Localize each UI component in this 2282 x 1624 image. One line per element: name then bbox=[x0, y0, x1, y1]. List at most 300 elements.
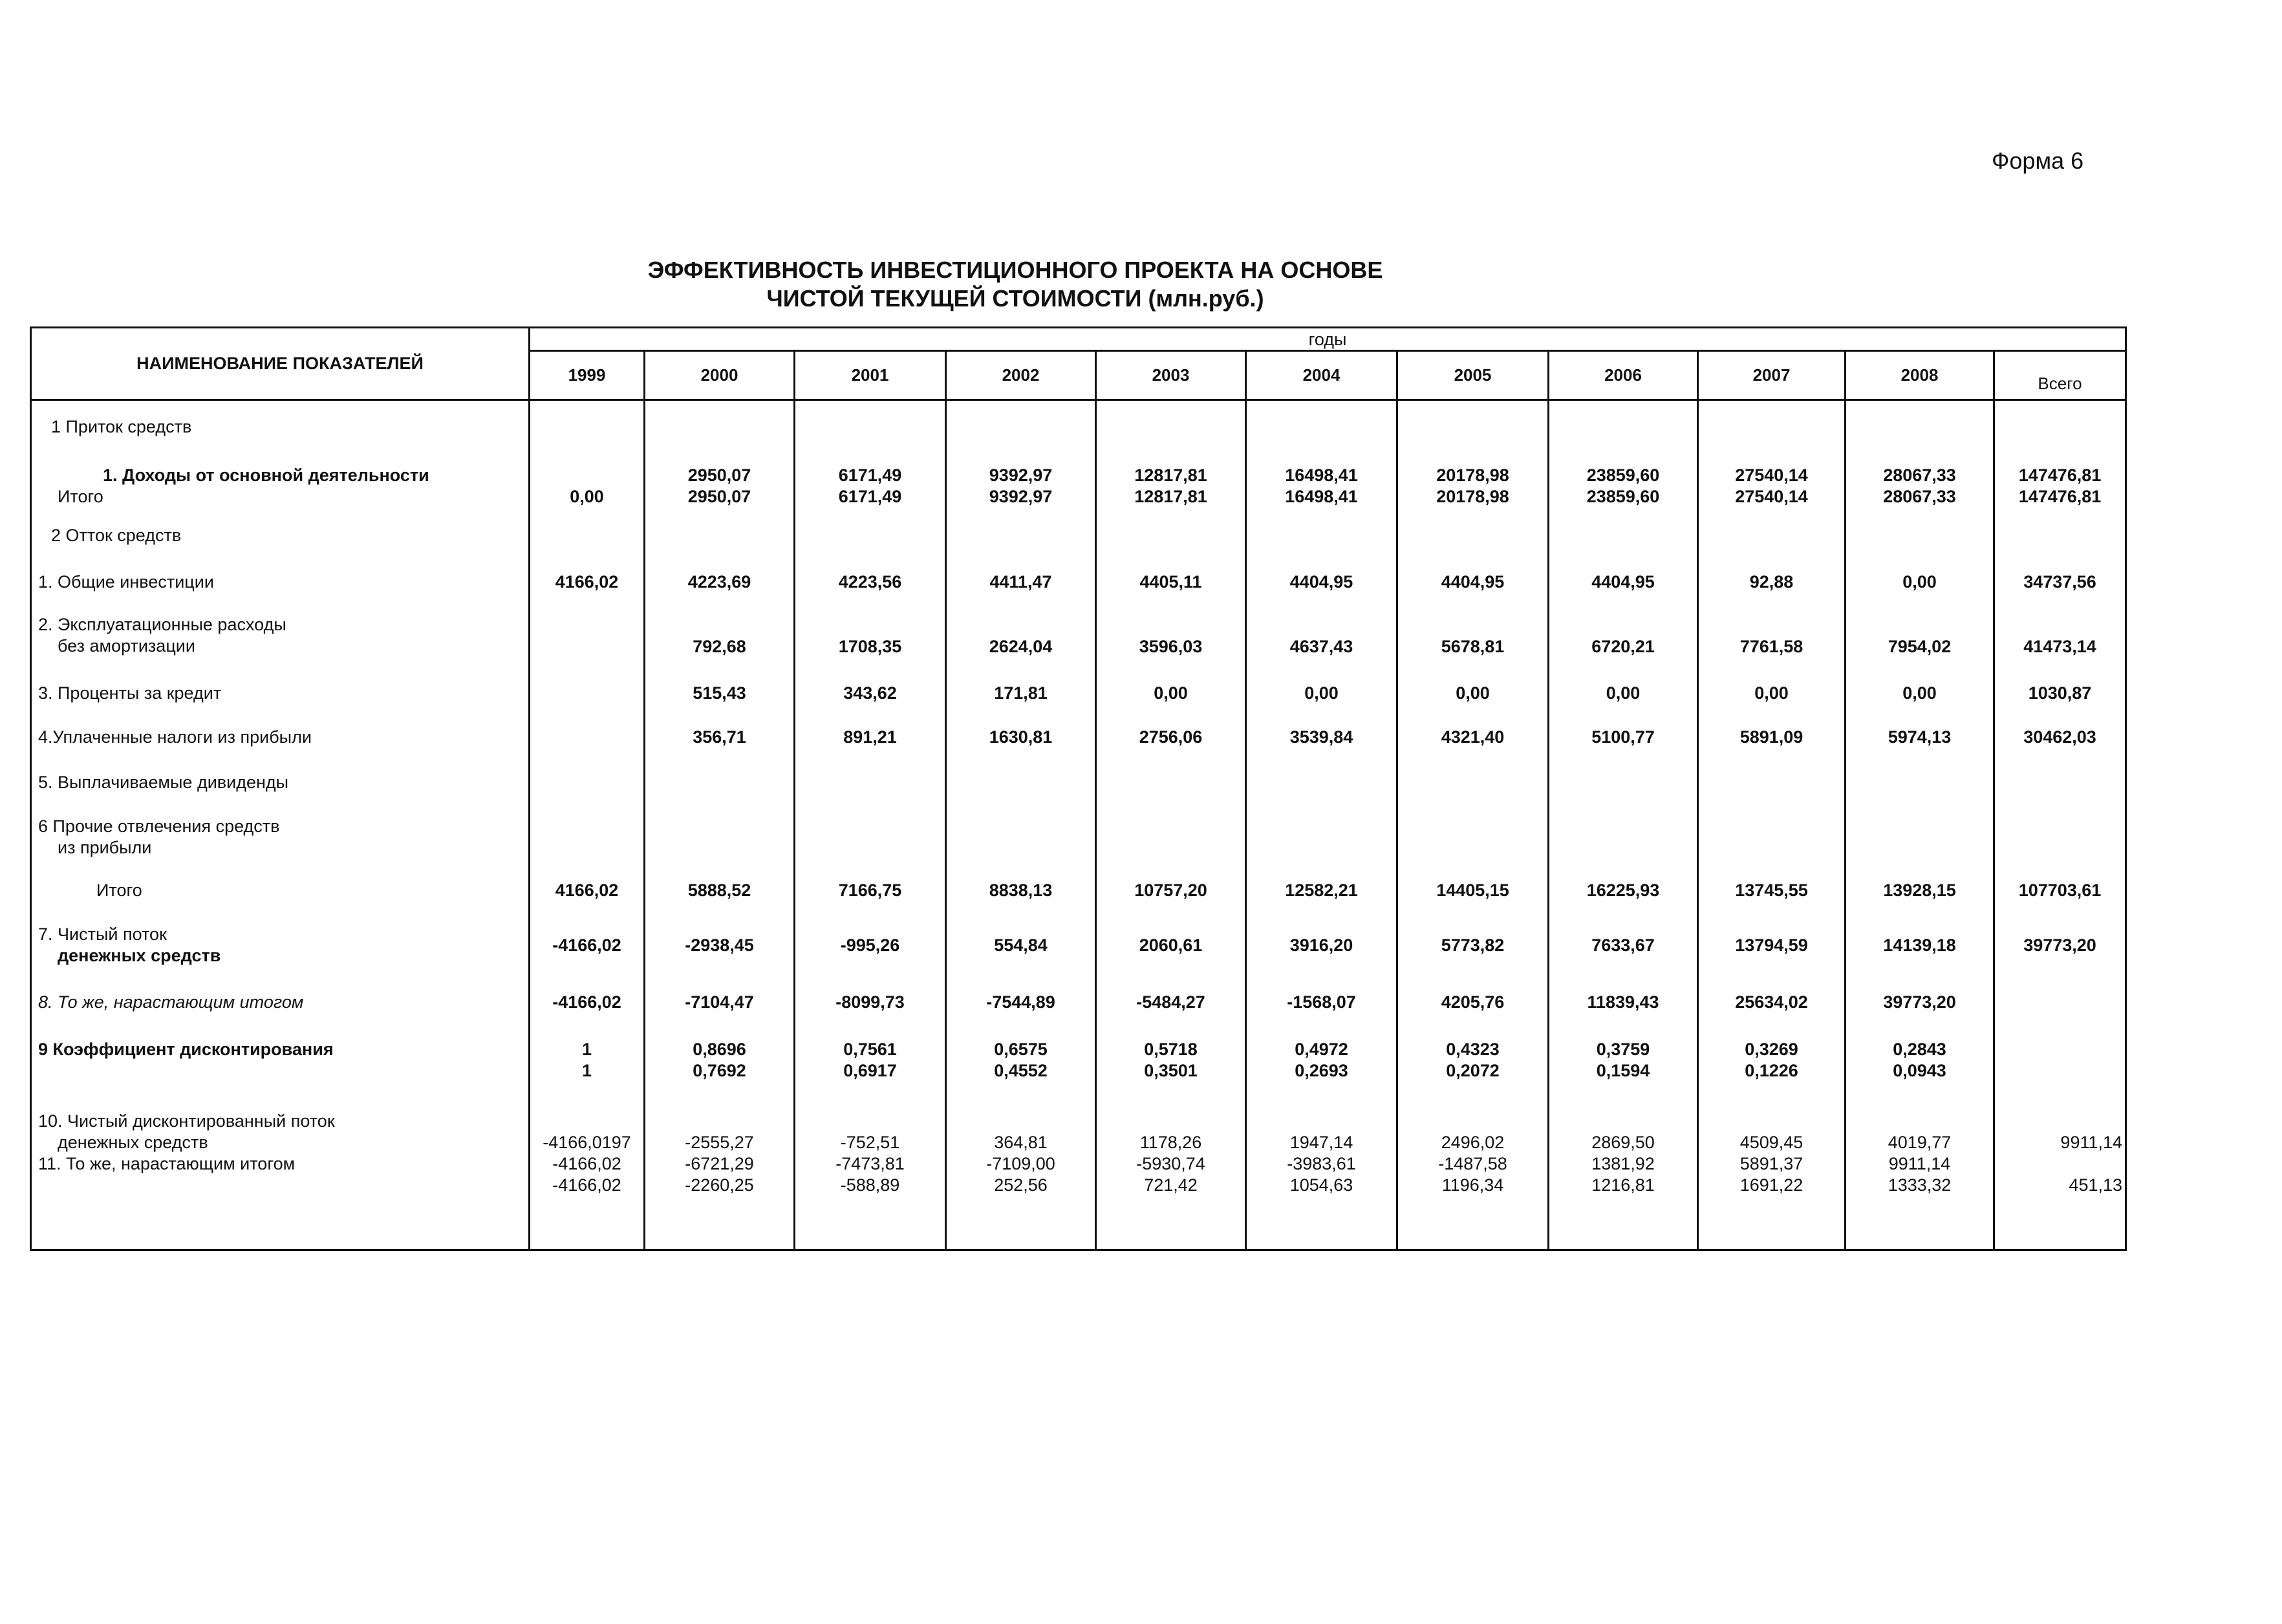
cell-2008: 0,00 bbox=[1846, 672, 1994, 716]
cell-2005: 5678,81 bbox=[1397, 604, 1549, 672]
cell-2008 bbox=[1846, 513, 1994, 560]
cell-value: 0,00 bbox=[570, 486, 604, 506]
cell-2000: 515,43 bbox=[645, 672, 795, 716]
cell-2000 bbox=[645, 1031, 795, 1098]
cell-2001 bbox=[795, 762, 946, 806]
cell-value: 6171,49 bbox=[838, 486, 902, 506]
cell-Всего bbox=[1994, 513, 2126, 560]
npv-table bbox=[30, 326, 2127, 1251]
row-label bbox=[31, 447, 530, 513]
cell-value: 0,7561 bbox=[843, 1039, 897, 1059]
cell-value: 147476,81 bbox=[2018, 465, 2102, 485]
table-row bbox=[31, 914, 2126, 981]
cell-Всего: 41473,14 bbox=[1994, 604, 2126, 672]
row-label-line: 1. Доходы от основной деятельности bbox=[103, 465, 429, 485]
cell-2008 bbox=[1846, 806, 1994, 870]
cell-value: 0,6917 bbox=[843, 1060, 897, 1080]
cell-value: 0,1594 bbox=[1596, 1060, 1650, 1080]
cell-2007: 5891,09 bbox=[1698, 716, 1846, 762]
cell-2007: 92,88 bbox=[1698, 560, 1846, 604]
cell-2006: 11839,43 bbox=[1549, 981, 1698, 1031]
cell-2003 bbox=[1096, 447, 1246, 513]
cell-value bbox=[2001, 1060, 2118, 1082]
cell-2007: 13745,55 bbox=[1698, 870, 1846, 914]
cell-value bbox=[1405, 1111, 1541, 1132]
cell-value: -7473,81 bbox=[835, 1154, 905, 1174]
cell-2005: 4321,40 bbox=[1397, 716, 1549, 762]
cell-2008: 13928,15 bbox=[1846, 870, 1994, 914]
cell-value: 0,5718 bbox=[1144, 1039, 1198, 1059]
cell-2000: 792,68 bbox=[645, 604, 795, 672]
cell-value: 0,3759 bbox=[1596, 1039, 1650, 1059]
cell-value: 364,81 bbox=[994, 1133, 1048, 1153]
cell-2001: -995,26 bbox=[795, 914, 946, 981]
row-label bbox=[31, 806, 530, 870]
cell-2000 bbox=[645, 447, 795, 513]
cell-1999 bbox=[530, 1031, 645, 1098]
cell-value bbox=[953, 1111, 1088, 1132]
cell-value bbox=[652, 1111, 787, 1132]
cell-2006 bbox=[1549, 762, 1698, 806]
cell-2008 bbox=[1846, 447, 1994, 513]
cell-value: -6721,29 bbox=[685, 1154, 754, 1174]
cell-value: 0,4972 bbox=[1295, 1039, 1348, 1059]
cell-2008: 0,00 bbox=[1846, 560, 1994, 604]
header-year-2008: 2008 bbox=[1846, 351, 1994, 400]
title-line-2: ЧИСТОЙ ТЕКУЩЕЙ СТОИМОСТИ (млн.руб.) bbox=[766, 285, 1264, 312]
cell-value: 9911,14 bbox=[1888, 1154, 1951, 1174]
cell-2005 bbox=[1397, 806, 1549, 870]
cell-value: -4166,02 bbox=[552, 1154, 621, 1174]
cell-Всего bbox=[1994, 981, 2126, 1031]
cell-2004: 4404,95 bbox=[1246, 560, 1397, 604]
cell-2002 bbox=[946, 762, 1096, 806]
cell-2008 bbox=[1846, 1031, 1994, 1098]
cell-2007 bbox=[1698, 447, 1846, 513]
cell-2002 bbox=[946, 1098, 1096, 1250]
table-row bbox=[31, 1031, 2126, 1098]
cell-2004: 0,00 bbox=[1246, 672, 1397, 716]
cell-2004 bbox=[1246, 1031, 1397, 1098]
cell-2002 bbox=[946, 447, 1096, 513]
cell-2007: 0,00 bbox=[1698, 672, 1846, 716]
cell-value: 1196,34 bbox=[1441, 1175, 1504, 1195]
cell-value: -4166,02 bbox=[552, 1175, 621, 1195]
row-label-line: 4.Уплаченные налоги из прибыли bbox=[38, 727, 312, 747]
cell-value: -2260,25 bbox=[685, 1175, 754, 1195]
cell-2001: 1708,35 bbox=[795, 604, 946, 672]
row-label-line: 7. Чистый поток bbox=[38, 924, 167, 945]
header-total: Всего bbox=[1994, 351, 2126, 400]
cell-2007 bbox=[1698, 806, 1846, 870]
cell-2005 bbox=[1397, 1031, 1549, 1098]
row-label bbox=[31, 400, 530, 447]
cell-2007: 7761,58 bbox=[1698, 604, 1846, 672]
cell-2006: 7633,67 bbox=[1549, 914, 1698, 981]
cell-value bbox=[1705, 1111, 1838, 1132]
cell-2002: 8838,13 bbox=[946, 870, 1096, 914]
row-label-line: 5. Выплачиваемые дивиденды bbox=[38, 772, 289, 792]
cell-Всего: 30462,03 bbox=[1994, 716, 2126, 762]
row-label-line: 6 Прочие отвлечения средств bbox=[38, 817, 280, 836]
cell-2002: 171,81 bbox=[946, 672, 1096, 716]
header-year-2007: 2007 bbox=[1698, 351, 1846, 400]
cell-2006: 4404,95 bbox=[1549, 560, 1698, 604]
cell-value: 23859,60 bbox=[1586, 486, 1660, 506]
cell-2000 bbox=[645, 806, 795, 870]
cell-2003: 2060,61 bbox=[1096, 914, 1246, 981]
header-indicator-name: НАИМЕНОВАНИЕ ПОКАЗАТЕЛЕЙ bbox=[31, 328, 530, 400]
row-label bbox=[31, 870, 530, 914]
cell-value: 0,1226 bbox=[1745, 1060, 1798, 1080]
header-year-2006: 2006 bbox=[1549, 351, 1698, 400]
row-label-line: 10. Чистый дисконтированный поток bbox=[38, 1111, 335, 1131]
cell-2008: 39773,20 bbox=[1846, 981, 1994, 1031]
cell-1999 bbox=[530, 762, 645, 806]
cell-value: 0,0943 bbox=[1893, 1060, 1946, 1080]
cell-1999 bbox=[530, 672, 645, 716]
cell-2000: -2938,45 bbox=[645, 914, 795, 981]
cell-value: 2950,07 bbox=[687, 486, 751, 506]
cell-1999 bbox=[530, 513, 645, 560]
cell-value: 0,6575 bbox=[994, 1039, 1048, 1059]
header-year-1999: 1999 bbox=[530, 351, 645, 400]
cell-value: 20178,98 bbox=[1436, 465, 1509, 485]
cell-value: 0,2693 bbox=[1295, 1060, 1348, 1080]
cell-2001: -8099,73 bbox=[795, 981, 946, 1031]
cell-value: 20178,98 bbox=[1436, 486, 1509, 506]
row-label bbox=[31, 1031, 530, 1098]
cell-Всего bbox=[1994, 762, 2126, 806]
cell-value: 1054,63 bbox=[1289, 1175, 1353, 1195]
cell-1999 bbox=[530, 400, 645, 447]
form-number: Форма 6 bbox=[1992, 147, 2084, 174]
cell-2003 bbox=[1096, 762, 1246, 806]
row-label bbox=[31, 672, 530, 716]
cell-2008: 14139,18 bbox=[1846, 914, 1994, 981]
cell-2003 bbox=[1096, 806, 1246, 870]
cell-value bbox=[802, 1111, 938, 1132]
cell-2005 bbox=[1397, 513, 1549, 560]
cell-2008: 7954,02 bbox=[1846, 604, 1994, 672]
cell-Всего: 39773,20 bbox=[1994, 914, 2126, 981]
cell-2004 bbox=[1246, 806, 1397, 870]
cell-2004: 4637,43 bbox=[1246, 604, 1397, 672]
cell-2003: -5484,27 bbox=[1096, 981, 1246, 1031]
cell-2006: 6720,21 bbox=[1549, 604, 1698, 672]
cell-2004 bbox=[1246, 762, 1397, 806]
cell-2001: 7166,75 bbox=[795, 870, 946, 914]
cell-2007 bbox=[1698, 1098, 1846, 1250]
row-label-line: без амортизации bbox=[58, 636, 195, 656]
cell-2008: 5974,13 bbox=[1846, 716, 1994, 762]
row-label-line: 8. То же, нарастающим итогом bbox=[38, 992, 304, 1012]
cell-2003 bbox=[1096, 513, 1246, 560]
cell-2004: 3916,20 bbox=[1246, 914, 1397, 981]
cell-2001 bbox=[795, 400, 946, 447]
cell-value bbox=[1253, 1111, 1390, 1132]
cell-value: 2496,02 bbox=[1441, 1133, 1505, 1153]
cell-value: 252,56 bbox=[994, 1175, 1048, 1195]
cell-2006: 5100,77 bbox=[1549, 716, 1698, 762]
cell-value: 1178,26 bbox=[1139, 1133, 1202, 1153]
cell-2006 bbox=[1549, 1098, 1698, 1250]
header-year-2002: 2002 bbox=[946, 351, 1096, 400]
cell-Всего: 107703,61 bbox=[1994, 870, 2126, 914]
cell-2005 bbox=[1397, 447, 1549, 513]
cell-2004: 12582,21 bbox=[1246, 870, 1397, 914]
row-label-line: Итого bbox=[58, 486, 103, 506]
cell-value: -7109,00 bbox=[986, 1154, 1055, 1174]
cell-1999 bbox=[530, 604, 645, 672]
cell-value: 9392,97 bbox=[989, 486, 1053, 506]
table-row bbox=[31, 762, 2126, 806]
cell-value bbox=[2001, 1153, 2122, 1175]
cell-value: 5891,37 bbox=[1739, 1154, 1803, 1174]
cell-value bbox=[1556, 1111, 1690, 1132]
cell-value: -4166,0197 bbox=[543, 1133, 631, 1153]
cell-2007: 25634,02 bbox=[1698, 981, 1846, 1031]
header-year-2003: 2003 bbox=[1096, 351, 1246, 400]
cell-value: 0,3269 bbox=[1745, 1039, 1798, 1059]
cell-2000 bbox=[645, 762, 795, 806]
cell-1999: -4166,02 bbox=[530, 914, 645, 981]
cell-2007 bbox=[1698, 400, 1846, 447]
cell-value: 27540,14 bbox=[1735, 465, 1808, 485]
row-label-line: из прибыли bbox=[58, 838, 152, 857]
cell-Всего bbox=[1994, 400, 2126, 447]
cell-2005 bbox=[1397, 400, 1549, 447]
row-label-line: 3. Проценты за кредит bbox=[38, 683, 222, 703]
cell-2003: 0,00 bbox=[1096, 672, 1246, 716]
cell-2003: 10757,20 bbox=[1096, 870, 1246, 914]
table-row bbox=[31, 870, 2126, 914]
table-row bbox=[31, 806, 2126, 870]
cell-2001 bbox=[795, 1098, 946, 1250]
table-row bbox=[31, 560, 2126, 604]
cell-2002 bbox=[946, 806, 1096, 870]
cell-2004 bbox=[1246, 400, 1397, 447]
cell-value: 0,7692 bbox=[693, 1060, 746, 1080]
table-row bbox=[31, 672, 2126, 716]
cell-value: -5930,74 bbox=[1136, 1154, 1205, 1174]
cell-2002: 1630,81 bbox=[946, 716, 1096, 762]
row-label bbox=[31, 604, 530, 672]
row-label bbox=[31, 513, 530, 560]
cell-value: 23859,60 bbox=[1586, 465, 1660, 485]
header-year-2001: 2001 bbox=[795, 351, 946, 400]
cell-value: 0,3501 bbox=[1144, 1060, 1198, 1080]
cell-value: -2555,27 bbox=[685, 1133, 754, 1153]
cell-value: 451,13 bbox=[2069, 1175, 2123, 1195]
cell-value: 147476,81 bbox=[2018, 486, 2102, 506]
cell-2002 bbox=[946, 400, 1096, 447]
cell-value: 28067,33 bbox=[1883, 486, 1956, 506]
cell-2007 bbox=[1698, 513, 1846, 560]
cell-2008 bbox=[1846, 1098, 1994, 1250]
row-label-line: 2. Эксплуатационные расходы bbox=[38, 615, 286, 635]
cell-2008 bbox=[1846, 762, 1994, 806]
row-label-line: денежных средств bbox=[58, 1133, 208, 1153]
cell-2005: 0,00 bbox=[1397, 672, 1549, 716]
cell-2001 bbox=[795, 447, 946, 513]
table-row bbox=[31, 1098, 2126, 1250]
cell-2000 bbox=[645, 1098, 795, 1250]
cell-2006 bbox=[1549, 400, 1698, 447]
row-label-line: 9 Коэффициент дисконтирования bbox=[38, 1039, 334, 1059]
cell-2004 bbox=[1246, 1098, 1397, 1250]
table-row bbox=[31, 716, 2126, 762]
cell-2000: 356,71 bbox=[645, 716, 795, 762]
cell-2001 bbox=[795, 806, 946, 870]
cell-Всего bbox=[1994, 1031, 2126, 1098]
cell-value bbox=[2001, 1039, 2118, 1060]
cell-value: 4509,45 bbox=[1739, 1133, 1803, 1153]
cell-2000: -7104,47 bbox=[645, 981, 795, 1031]
cell-1999 bbox=[530, 1098, 645, 1250]
cell-2002: 554,84 bbox=[946, 914, 1096, 981]
cell-2006 bbox=[1549, 513, 1698, 560]
cell-2006 bbox=[1549, 806, 1698, 870]
document-title bbox=[453, 256, 1578, 313]
title-line-1: ЭФФЕКТИВНОСТЬ ИНВЕСТИЦИОННОГО ПРОЕКТА НА ОСНОВЕ bbox=[647, 257, 1383, 283]
cell-2000 bbox=[645, 513, 795, 560]
cell-2007 bbox=[1698, 1031, 1846, 1098]
cell-2005: 14405,15 bbox=[1397, 870, 1549, 914]
cell-Всего: 34737,56 bbox=[1994, 560, 2126, 604]
row-label bbox=[31, 762, 530, 806]
header-years-group: годы bbox=[530, 328, 2126, 351]
row-label bbox=[31, 1098, 530, 1250]
row-label-line: Итого bbox=[96, 881, 142, 901]
row-label-line: 1 Приток средств bbox=[51, 417, 192, 436]
cell-value: 16498,41 bbox=[1285, 465, 1358, 485]
cell-value: 1216,81 bbox=[1591, 1175, 1655, 1195]
cell-2002: 4411,47 bbox=[946, 560, 1096, 604]
cell-value: -752,51 bbox=[840, 1133, 900, 1153]
cell-2003 bbox=[1096, 1031, 1246, 1098]
cell-value: 9392,97 bbox=[989, 465, 1053, 485]
cell-1999: 4166,02 bbox=[530, 870, 645, 914]
cell-2003 bbox=[1096, 1098, 1246, 1250]
cell-2004: 3539,84 bbox=[1246, 716, 1397, 762]
row-label bbox=[31, 716, 530, 762]
cell-value bbox=[2001, 1111, 2122, 1132]
cell-value bbox=[537, 465, 637, 486]
cell-value: 721,42 bbox=[1144, 1175, 1198, 1195]
cell-value: 1 bbox=[581, 1060, 592, 1080]
cell-2003: 2756,06 bbox=[1096, 716, 1246, 762]
cell-1999: 4166,02 bbox=[530, 560, 645, 604]
cell-2002: -7544,89 bbox=[946, 981, 1096, 1031]
cell-2006: 0,00 bbox=[1549, 672, 1698, 716]
cell-2005: 5773,82 bbox=[1397, 914, 1549, 981]
cell-value: 1947,14 bbox=[1289, 1133, 1353, 1153]
cell-2000: 5888,52 bbox=[645, 870, 795, 914]
row-label-line: 11. То же, нарастающим итогом bbox=[38, 1154, 296, 1174]
header-year-2005: 2005 bbox=[1397, 351, 1549, 400]
cell-2001 bbox=[795, 1031, 946, 1098]
cell-2004 bbox=[1246, 447, 1397, 513]
header-year-2000: 2000 bbox=[645, 351, 795, 400]
cell-2005: 4404,95 bbox=[1397, 560, 1549, 604]
cell-2001: 891,21 bbox=[795, 716, 946, 762]
cell-1999 bbox=[530, 447, 645, 513]
cell-2007 bbox=[1698, 762, 1846, 806]
cell-2006 bbox=[1549, 1031, 1698, 1098]
cell-value: 0,8696 bbox=[693, 1039, 746, 1059]
row-label-line: 1. Общие инвестиции bbox=[38, 572, 214, 592]
cell-value: 12817,81 bbox=[1134, 465, 1207, 485]
cell-2002: 2624,04 bbox=[946, 604, 1096, 672]
cell-value: 0,2072 bbox=[1446, 1060, 1500, 1080]
cell-value bbox=[1853, 1111, 1986, 1132]
cell-value: 27540,14 bbox=[1735, 486, 1808, 506]
cell-value: 2869,50 bbox=[1591, 1133, 1655, 1153]
cell-value: -588,89 bbox=[840, 1175, 900, 1195]
cell-value: 0,4323 bbox=[1446, 1039, 1500, 1059]
cell-2000 bbox=[645, 400, 795, 447]
cell-Всего bbox=[1994, 447, 2126, 513]
cell-2002 bbox=[946, 513, 1096, 560]
cell-value: 0,4552 bbox=[994, 1060, 1048, 1080]
row-label-line: денежных средств bbox=[58, 946, 221, 966]
cell-2007: 13794,59 bbox=[1698, 914, 1846, 981]
cell-value: 16498,41 bbox=[1285, 486, 1358, 506]
cell-2003 bbox=[1096, 400, 1246, 447]
table-row bbox=[31, 604, 2126, 672]
cell-2003: 4405,11 bbox=[1096, 560, 1246, 604]
row-label bbox=[31, 914, 530, 981]
cell-2005: 4205,76 bbox=[1397, 981, 1549, 1031]
cell-2006 bbox=[1549, 447, 1698, 513]
cell-2004: -1568,07 bbox=[1246, 981, 1397, 1031]
cell-Всего: 1030,87 bbox=[1994, 672, 2126, 716]
cell-value: 28067,33 bbox=[1883, 465, 1956, 485]
row-label-line: 2 Отток средств bbox=[51, 525, 182, 545]
row-label bbox=[31, 560, 530, 604]
cell-2006: 16225,93 bbox=[1549, 870, 1698, 914]
cell-value: 1333,32 bbox=[1888, 1175, 1952, 1195]
table-row bbox=[31, 400, 2126, 447]
table-row bbox=[31, 447, 2126, 513]
cell-value: 2950,07 bbox=[687, 465, 751, 485]
cell-value: 0,2843 bbox=[1893, 1039, 1946, 1059]
cell-1999: -4166,02 bbox=[530, 981, 645, 1031]
cell-2005 bbox=[1397, 1098, 1549, 1250]
cell-Всего bbox=[1994, 806, 2126, 870]
cell-value: 9911,14 bbox=[2060, 1133, 2123, 1153]
cell-2005 bbox=[1397, 762, 1549, 806]
cell-value: -1487,58 bbox=[1438, 1154, 1507, 1174]
row-label bbox=[31, 981, 530, 1031]
cell-value bbox=[1103, 1111, 1238, 1132]
cell-value: -3983,61 bbox=[1287, 1154, 1356, 1174]
cell-value: 4019,77 bbox=[1888, 1133, 1952, 1153]
cell-value: 6171,49 bbox=[838, 465, 902, 485]
cell-2008 bbox=[1846, 400, 1994, 447]
cell-value: 1381,92 bbox=[1591, 1154, 1655, 1174]
table-row bbox=[31, 513, 2126, 560]
cell-2001: 343,62 bbox=[795, 672, 946, 716]
cell-2004 bbox=[1246, 513, 1397, 560]
cell-value: 1 bbox=[581, 1039, 592, 1059]
table-row bbox=[31, 981, 2126, 1031]
cell-2003: 3596,03 bbox=[1096, 604, 1246, 672]
cell-1999 bbox=[530, 716, 645, 762]
cell-1999 bbox=[530, 806, 645, 870]
cell-value bbox=[537, 1111, 637, 1132]
